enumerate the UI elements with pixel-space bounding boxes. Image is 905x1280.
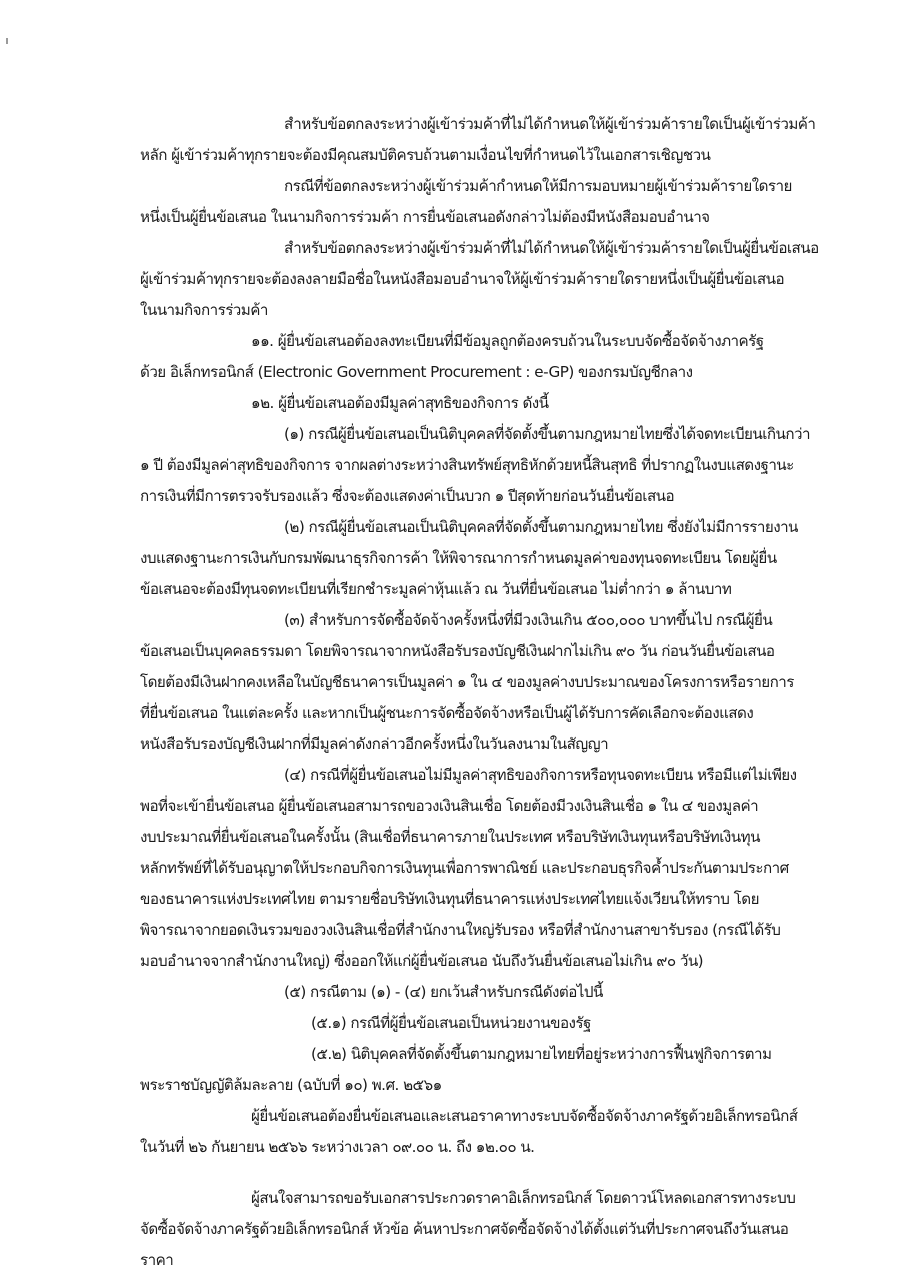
text-line: ด้วย อิเล็กทรอนิกส์ (Electronic Government Procurement : e-GP) ของกรมบัญชีกลาง — [140, 363, 693, 381]
text-line: (๒) กรณีผู้ยื่นข้อเสนอเป็นนิติบุคคลที่จัดตั้งขึ้นตามกฎหมายไทย ซึ่งยังไม่มีการรายงาน — [284, 518, 798, 536]
text-line: สำหรับข้อตกลงระหว่างผู้เข้าร่วมค้าที่ไม่ได้กำหนดให้ผู้เข้าร่วมค้ารายใดเป็นผู้เข้าร่วมค้า — [284, 115, 816, 133]
text-line: การเงินที่มีการตรวจรับรองแล้ว ซึ่งจะต้องแสดงค่าเป็นบวก ๑ ปีสุดท้ายก่อนวันยื่นข้อเสนอ — [140, 487, 675, 505]
text-line: ๑๑. ผู้ยื่นข้อเสนอต้องลงทะเบียนที่มีข้อมูลถูกต้องครบถ้วนในระบบจัดซื้อจัดจ้างภาครัฐ — [251, 332, 764, 350]
text-line: ในนามกิจการร่วมค้า — [140, 301, 268, 319]
text-line: ที่ยื่นข้อเสนอ ในแต่ละครั้ง และหากเป็นผู้ชนะการจัดซื้อจัดจ้างหรือเป็นผู้ได้รับการคัดเลือกจะต้องแสดง — [140, 704, 754, 722]
text-line: พิจารณาจากยอดเงินรวมของวงเงินสินเชื่อที่สำนักงานใหญ่รับรอง หรือที่สำนักงานสาขารับรอง (กรณีได้รับ — [140, 921, 781, 939]
text-line: ๑ ปี ต้องมีมูลค่าสุทธิของกิจการ จากผลต่างระหว่างสินทรัพย์สุทธิหักด้วยหนี้สินสุทธิ ที่ปรากฏในงบแสดงฐานะ — [140, 456, 794, 474]
text-line: ในวันที่ ๒๖ กันยายน ๒๕๖๖ ระหว่างเวลา ๐๙.๐๐ น. ถึง ๑๒.๐๐ น. — [140, 1138, 535, 1156]
text-line: ราคา — [140, 1251, 174, 1269]
text-line: หลัก ผู้เข้าร่วมค้าทุกรายจะต้องมีคุณสมบัติครบถ้วนตามเงื่อนไขที่กำหนดไว้ในเอกสารเชิญชวน — [140, 146, 711, 164]
text-line: (๕) กรณีตาม (๑) - (๔) ยกเว้นสำหรับกรณีดังต่อไปนี้ — [284, 983, 603, 1001]
text-line: มอบอำนาจจากสำนักงานใหญ่) ซึ่งออกให้แก่ผู้ยื่นข้อเสนอ นับถึงวันยื่นข้อเสนอไม่เกิน ๙๐ วัน) — [140, 952, 704, 970]
text-line: งบประมาณที่ยื่นข้อเสนอในครั้งนั้น (สินเชื่อที่ธนาคารภายในประเทศ หรือบริษัทเงินทุนหรือบริษัทเงินทุน — [140, 828, 760, 846]
text-line: (๓) สำหรับการจัดซื้อจัดจ้างครั้งหนึ่งที่มีวงเงินเกิน ๕๐๐,๐๐๐ บาทขึ้นไป กรณีผู้ยื่น — [284, 611, 773, 629]
text-line: กรณีที่ข้อตกลงระหว่างผู้เข้าร่วมค้ากำหนดให้มีการมอบหมายผู้เข้าร่วมค้ารายใดราย — [284, 177, 792, 195]
text-line: หลักทรัพย์ที่ได้รับอนุญาตให้ประกอบกิจการเงินทุนเพื่อการพาณิชย์ และประกอบธุรกิจค้ำประกันตามประกาศ — [140, 859, 789, 877]
text-line: หนึ่งเป็นผู้ยื่นข้อเสนอ ในนามกิจการร่วมค้า การยื่นข้อเสนอดังกล่าวไม่ต้องมีหนังสือมอบอำนาจ — [140, 208, 710, 226]
text-line: (๕.๑) กรณีที่ผู้ยื่นข้อเสนอเป็นหน่วยงานของรัฐ — [311, 1014, 591, 1032]
text-line: ผู้เข้าร่วมค้าทุกรายจะต้องลงลายมือชื่อในหนังสือมอบอำนาจให้ผู้เข้าร่วมค้ารายใดรายหนึ่งเป็นผู้ยื่นข้อเสนอ — [140, 270, 785, 288]
text-line: ข้อเสนอเป็นบุคคลธรรมดา โดยพิจารณาจากหนังสือรับรองบัญชีเงินฝากไม่เกิน ๙๐ วัน ก่อนวันยื่นข้อเสนอ — [140, 642, 775, 660]
text-line: งบแสดงฐานะการเงินกับกรมพัฒนาธุรกิจการค้า ให้พิจารณาการกำหนดมูลค่าของทุนจดทะเบียน โดยผู้ยื่น — [140, 549, 777, 567]
text-line: โดยต้องมีเงินฝากคงเหลือในบัญชีธนาคารเป็นมูลค่า ๑ ใน ๔ ของมูลค่างบประมาณของโครงการหรือรายการ — [140, 673, 794, 691]
text-line: ข้อเสนอจะต้องมีทุนจดทะเบียนที่เรียกชำระมูลค่าหุ้นแล้ว ณ วันที่ยื่นข้อเสนอ ไม่ต่ำกว่า ๑ ล้านบาท — [140, 580, 732, 598]
text-line: (๕.๒) นิติบุคคลที่จัดตั้งขึ้นตามกฎหมายไทยที่อยู่ระหว่างการฟื้นฟูกิจการตาม — [311, 1045, 772, 1063]
text-line: หนังสือรับรองบัญชีเงินฝากที่มีมูลค่าดังกล่าวอีกครั้งหนึ่งในวันลงนามในสัญญา — [140, 735, 609, 753]
text-line: จัดซื้อจัดจ้างภาครัฐด้วยอิเล็กทรอนิกส์ หัวข้อ ค้นหาประกาศจัดซื้อจัดจ้างได้ตั้งแต่วันที่ประกาศจนถึงวันเสนอ — [140, 1220, 789, 1238]
text-line: พอที่จะเข้ายื่นข้อเสนอ ผู้ยื่นข้อเสนอสามารถขอวงเงินสินเชื่อ โดยต้องมีวงเงินสินเชื่อ ๑ ใน ๔ ของมูลค่า — [140, 797, 759, 815]
text-line: สำหรับข้อตกลงระหว่างผู้เข้าร่วมค้าที่ไม่ได้กำหนดให้ผู้เข้าร่วมค้ารายใดเป็นผู้ยื่นข้อเสนอ — [284, 239, 819, 257]
text-line: (๑) กรณีผู้ยื่นข้อเสนอเป็นนิติบุคคลที่จัดตั้งขึ้นตามกฎหมายไทยซึ่งได้จดทะเบียนเกินกว่า — [284, 425, 810, 443]
text-line: ๑๒. ผู้ยื่นข้อเสนอต้องมีมูลค่าสุทธิของกิจการ ดังนี้ — [251, 394, 549, 412]
text-line: (๔) กรณีที่ผู้ยื่นข้อเสนอไม่มีมูลค่าสุทธิของกิจการหรือทุนจดทะเบียน หรือมีแต่ไม่เพียง — [284, 766, 797, 784]
text-line: ของธนาคารแห่งประเทศไทย ตามรายชื่อบริษัทเงินทุนที่ธนาคารแห่งประเทศไทยแจ้งเวียนให้ทราบ โดย — [140, 890, 759, 908]
text-line: พระราชบัญญัติล้มละลาย (ฉบับที่ ๑๐) พ.ศ. ๒๕๖๑ — [140, 1076, 442, 1094]
scan-mark — [6, 38, 8, 44]
text-line: ผู้สนใจสามารถขอรับเอกสารประกวดราคาอิเล็กทรอนิกส์ โดยดาวน์โหลดเอกสารทางระบบ — [251, 1189, 796, 1207]
text-line: ผู้ยื่นข้อเสนอต้องยื่นข้อเสนอและเสนอราคาทางระบบจัดซื้อจัดจ้างภาครัฐด้วยอิเล็กทรอนิกส์ — [251, 1107, 798, 1125]
